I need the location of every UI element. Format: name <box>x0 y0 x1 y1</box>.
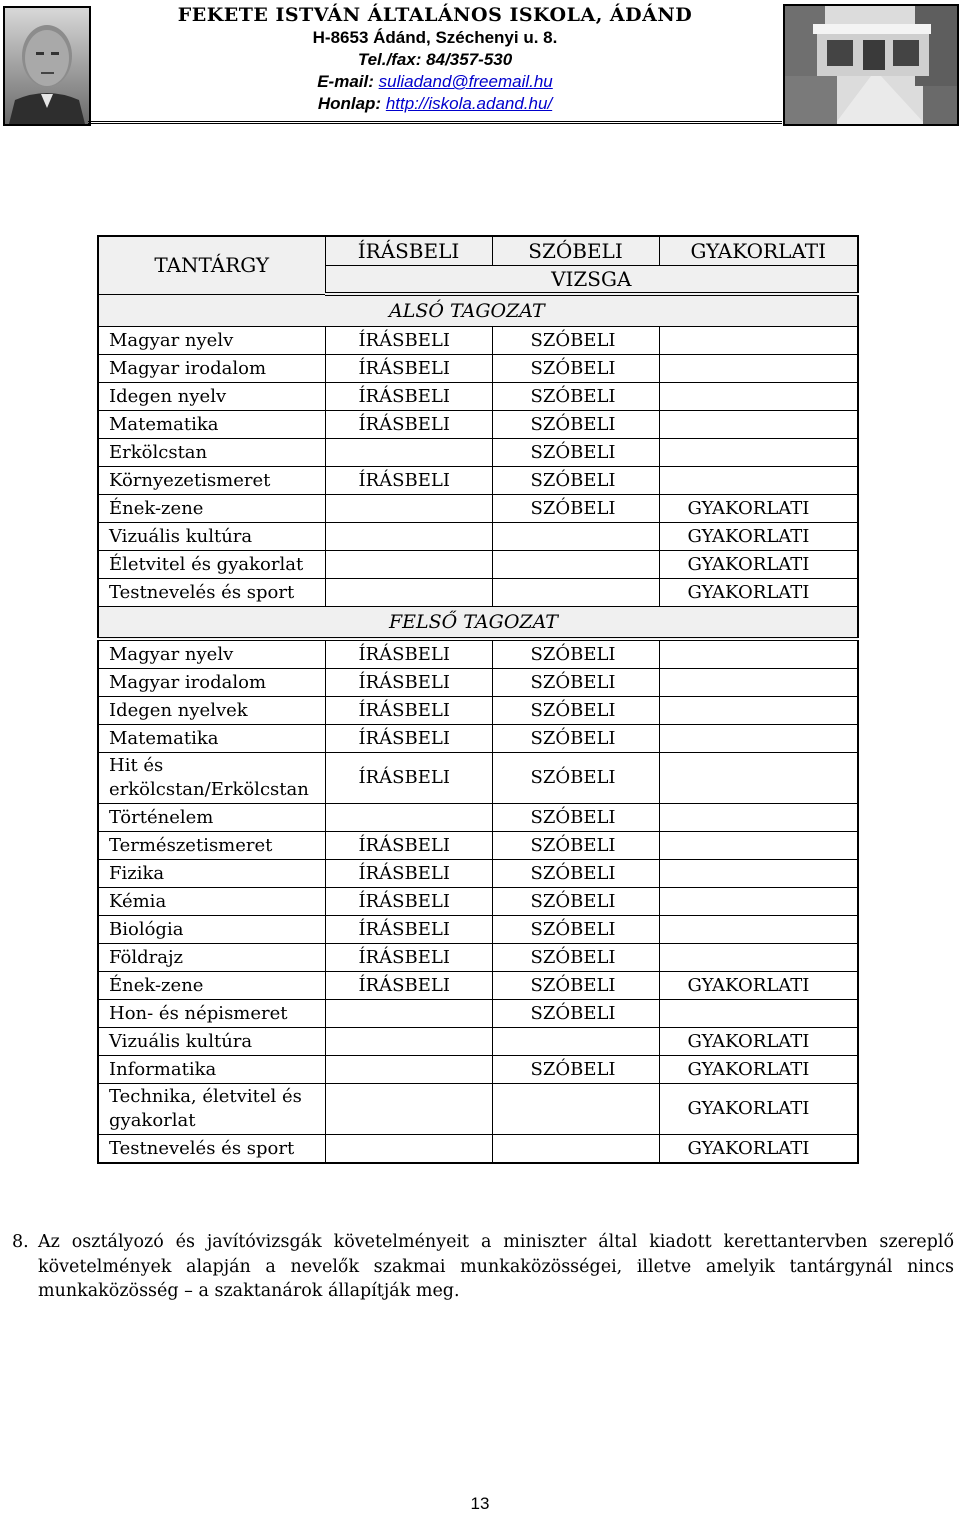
table-row <box>98 804 858 832</box>
section-title: FELSŐ TAGOZAT <box>98 607 858 640</box>
subject-cell: Életvitel és gyakorlat <box>98 551 325 579</box>
oral-cell: SZÓBELI <box>492 355 659 383</box>
school-building-photo <box>783 4 959 126</box>
oral-cell: SZÓBELI <box>492 753 659 804</box>
oral-cell: SZÓBELI <box>492 639 659 669</box>
written-cell <box>325 1056 492 1084</box>
section-header-row <box>98 294 858 327</box>
exam-table-body <box>98 294 858 1163</box>
table-row <box>98 1000 858 1028</box>
table-row <box>98 551 858 579</box>
subject-cell: Idegen nyelvek <box>98 697 325 725</box>
written-cell: ÍRÁSBELI <box>325 860 492 888</box>
subject-cell: Vizuális kultúra <box>98 523 325 551</box>
table-row <box>98 1028 858 1056</box>
practical-cell <box>659 355 858 383</box>
written-cell: ÍRÁSBELI <box>325 639 492 669</box>
subject-cell: Magyar nyelv <box>98 639 325 669</box>
oral-cell: SZÓBELI <box>492 697 659 725</box>
oral-cell: SZÓBELI <box>492 972 659 1000</box>
website-link[interactable]: http://iskola.adand.hu/ <box>385 94 553 113</box>
oral-cell: SZÓBELI <box>492 832 659 860</box>
table-row <box>98 411 858 439</box>
oral-cell: SZÓBELI <box>492 495 659 523</box>
subject-cell: Ének-zene <box>98 972 325 1000</box>
paragraph-number: 8. <box>12 1232 29 1252</box>
written-cell <box>325 1084 492 1135</box>
table-row <box>98 439 858 467</box>
practical-cell: GYAKORLATI <box>659 972 858 1000</box>
table-row <box>98 697 858 725</box>
table-row <box>98 1135 858 1164</box>
table-row <box>98 467 858 495</box>
table-row <box>98 916 858 944</box>
oral-cell: SZÓBELI <box>492 1000 659 1028</box>
table-row <box>98 972 858 1000</box>
subject-cell: Hit és erkölcstan/Erkölcstan <box>98 753 325 804</box>
table-row <box>98 579 858 607</box>
written-cell: ÍRÁSBELI <box>325 411 492 439</box>
written-cell: ÍRÁSBELI <box>325 355 492 383</box>
subject-cell: Testnevelés és sport <box>98 1135 325 1164</box>
written-cell <box>325 523 492 551</box>
table-row <box>98 383 858 411</box>
table-row <box>98 832 858 860</box>
practical-cell <box>659 804 858 832</box>
school-name: FEKETE ISTVÁN ÁLTALÁNOS ISKOLA, ÁDÁND <box>177 4 693 26</box>
table-row <box>98 860 858 888</box>
practical-cell <box>659 639 858 669</box>
practical-cell: GYAKORLATI <box>659 579 858 607</box>
subject-cell: Magyar irodalom <box>98 669 325 697</box>
table-row <box>98 725 858 753</box>
written-cell: ÍRÁSBELI <box>325 725 492 753</box>
practical-cell: GYAKORLATI <box>659 1056 858 1084</box>
subject-cell: Technika, életvitel és gyakorlat <box>98 1084 325 1135</box>
table-row <box>98 639 858 669</box>
practical-cell <box>659 832 858 860</box>
written-cell <box>325 551 492 579</box>
practical-cell: GYAKORLATI <box>659 1135 858 1164</box>
subject-cell: Hon- és népismeret <box>98 1000 325 1028</box>
oral-cell: SZÓBELI <box>492 467 659 495</box>
page-number: 13 <box>470 1494 490 1513</box>
oral-cell: SZÓBELI <box>492 725 659 753</box>
practical-cell <box>659 888 858 916</box>
written-cell <box>325 439 492 467</box>
practical-cell <box>659 327 858 355</box>
oral-cell: SZÓBELI <box>492 916 659 944</box>
web-label: Honlap: <box>317 94 386 113</box>
table-row <box>98 669 858 697</box>
oral-cell: SZÓBELI <box>492 439 659 467</box>
table-row <box>98 355 858 383</box>
subject-cell: Idegen nyelv <box>98 383 325 411</box>
subject-cell: Kémia <box>98 888 325 916</box>
subject-cell: Fizika <box>98 860 325 888</box>
written-cell: ÍRÁSBELI <box>325 888 492 916</box>
email-link[interactable]: suliadand@freemail.hu <box>378 72 553 91</box>
table-row <box>98 753 858 804</box>
table-row <box>98 1056 858 1084</box>
oral-cell: SZÓBELI <box>492 1056 659 1084</box>
phone-line <box>90 49 780 71</box>
oral-cell: SZÓBELI <box>492 888 659 916</box>
written-cell: ÍRÁSBELI <box>325 383 492 411</box>
practical-cell <box>659 860 858 888</box>
oral-cell: SZÓBELI <box>492 411 659 439</box>
practical-cell <box>659 1000 858 1028</box>
oral-cell: SZÓBELI <box>492 669 659 697</box>
written-cell: ÍRÁSBELI <box>325 467 492 495</box>
written-cell: ÍRÁSBELI <box>325 327 492 355</box>
written-cell <box>325 495 492 523</box>
written-cell <box>325 579 492 607</box>
practical-cell <box>659 411 858 439</box>
practical-cell: GYAKORLATI <box>659 551 858 579</box>
section-header-row <box>98 607 858 640</box>
oral-cell <box>492 523 659 551</box>
section-title: ALSÓ TAGOZAT <box>98 294 858 327</box>
oral-cell: SZÓBELI <box>492 944 659 972</box>
written-cell: ÍRÁSBELI <box>325 944 492 972</box>
subject-cell: Környezetismeret <box>98 467 325 495</box>
table-row <box>98 327 858 355</box>
letterhead <box>0 0 960 126</box>
practical-cell: GYAKORLATI <box>659 1028 858 1056</box>
written-cell <box>325 1000 492 1028</box>
subject-cell: Biológia <box>98 916 325 944</box>
email-label: E-mail: <box>317 72 379 91</box>
subject-cell: Földrajz <box>98 944 325 972</box>
oral-cell: SZÓBELI <box>492 327 659 355</box>
header-practical: GYAKORLATI <box>659 236 858 266</box>
oral-cell <box>492 579 659 607</box>
subject-cell: Természetismeret <box>98 832 325 860</box>
written-cell <box>325 1135 492 1164</box>
phone-label: Tel./fax: <box>357 50 427 69</box>
table-row <box>98 1084 858 1135</box>
header-oral: SZÓBELI <box>492 236 659 266</box>
practical-cell <box>659 697 858 725</box>
school-address: H-8653 Ádánd, Széchenyi u. 8. <box>312 28 558 47</box>
written-cell: ÍRÁSBELI <box>325 669 492 697</box>
practical-cell <box>659 439 858 467</box>
written-cell: ÍRÁSBELI <box>325 753 492 804</box>
subject-cell: Informatika <box>98 1056 325 1084</box>
practical-cell <box>659 725 858 753</box>
table-row <box>98 495 858 523</box>
email-line <box>90 71 780 93</box>
subject-cell: Magyar nyelv <box>98 327 325 355</box>
written-cell: ÍRÁSBELI <box>325 697 492 725</box>
paragraph-text: Az osztályozó és javítóvizsgák követelményeit a miniszter által kiadott kerettantervben szereplő követelmények alapján a nevelők szakmai munkaközösségei, illetve amelyik tantárgynál nincs munkaközösség – a szaktanárok állapítják meg. <box>38 1232 954 1301</box>
subject-cell: Testnevelés és sport <box>98 579 325 607</box>
written-cell <box>325 804 492 832</box>
practical-cell <box>659 467 858 495</box>
practical-cell <box>659 383 858 411</box>
exam-types-table <box>97 235 859 1164</box>
table-row <box>98 523 858 551</box>
header-divider <box>88 121 782 124</box>
practical-cell <box>659 916 858 944</box>
oral-cell: SZÓBELI <box>492 804 659 832</box>
subject-cell: Matematika <box>98 725 325 753</box>
founder-portrait <box>3 6 91 126</box>
web-line <box>90 93 780 115</box>
table-row <box>98 944 858 972</box>
header-exam: VIZSGA <box>325 266 858 295</box>
header-written: ÍRÁSBELI <box>325 236 492 266</box>
written-cell: ÍRÁSBELI <box>325 972 492 1000</box>
oral-cell <box>492 551 659 579</box>
phone-value: 84/357-530 <box>426 50 513 69</box>
oral-cell: SZÓBELI <box>492 383 659 411</box>
table-row <box>98 888 858 916</box>
subject-cell: Erkölcstan <box>98 439 325 467</box>
subject-cell: Magyar irodalom <box>98 355 325 383</box>
practical-cell <box>659 944 858 972</box>
written-cell <box>325 1028 492 1056</box>
letterhead-text <box>90 3 780 115</box>
paragraph-8 <box>12 1230 954 1304</box>
practical-cell <box>659 669 858 697</box>
subject-cell: Ének-zene <box>98 495 325 523</box>
oral-cell: SZÓBELI <box>492 860 659 888</box>
written-cell: ÍRÁSBELI <box>325 916 492 944</box>
oral-cell <box>492 1084 659 1135</box>
subject-cell: Matematika <box>98 411 325 439</box>
header-subject: TANTÁRGY <box>98 236 325 294</box>
subject-cell: Vizuális kultúra <box>98 1028 325 1056</box>
practical-cell: GYAKORLATI <box>659 495 858 523</box>
practical-cell: GYAKORLATI <box>659 523 858 551</box>
written-cell: ÍRÁSBELI <box>325 832 492 860</box>
practical-cell <box>659 753 858 804</box>
practical-cell: GYAKORLATI <box>659 1084 858 1135</box>
oral-cell <box>492 1028 659 1056</box>
subject-cell: Történelem <box>98 804 325 832</box>
oral-cell <box>492 1135 659 1164</box>
